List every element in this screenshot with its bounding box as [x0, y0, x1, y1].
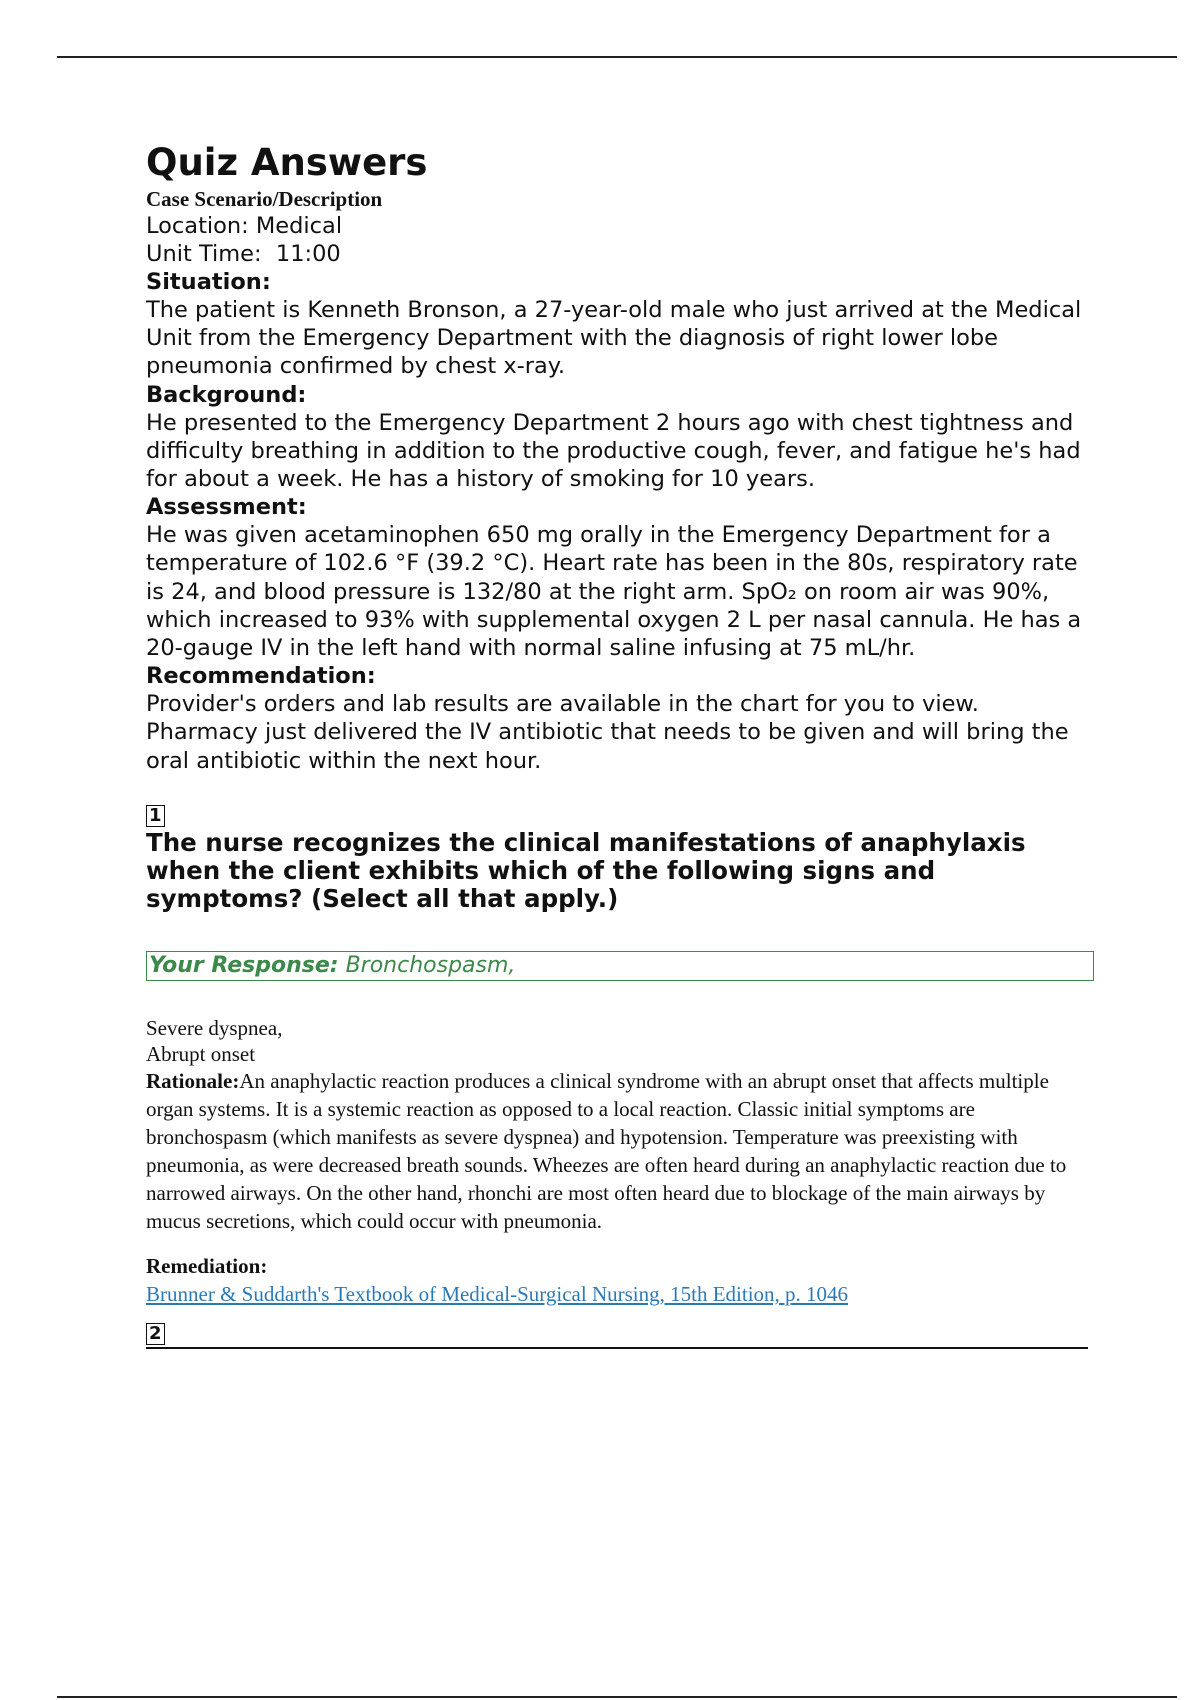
- top-page-rule: [57, 56, 1177, 58]
- page-title: Quiz Answers: [146, 141, 428, 184]
- question-2: [146, 1323, 1088, 1349]
- question-text: The nurse recognizes the clinical manifestations of anaphylaxis when the client exhibits which of the following signs and symptoms? (Select all that apply.): [146, 827, 1026, 913]
- answer-item: Severe dyspnea,: [146, 1015, 283, 1040]
- situation-text: The patient is Kenneth Bronson, a 27-year-old male who just arrived at the Medical Unit from the Emergency Department with the diagnosis of right lower lobe pneumonia confirmed by chest x-ray.: [146, 297, 1082, 380]
- rationale-paragraph: [146, 1067, 1086, 1235]
- situation-label: Situation:: [146, 269, 271, 295]
- answer-item: Abrupt onset: [146, 1041, 256, 1066]
- question-divider: [146, 1347, 1088, 1349]
- remediation-label: Remediation:: [146, 1253, 268, 1278]
- assessment-text: He was given acetaminophen 650 mg orally in the Emergency Department for a temperature of 102.6 °F (39.2 °C). Heart rate has been in the 80s, respiratory rate is 24, and blood pressure is 132/80 at the right arm. SpO₂ on room air was 90%, which increased to 93% with supplemental oxygen 2 L per nasal cannula. He has a 20-gauge IV in the left hand with normal saline infusing at 75 mL/hr.: [146, 522, 1082, 662]
- location-line: Location: Medical: [146, 213, 343, 239]
- rationale-text: An anaphylactic reaction produces a clinical syndrome with an abrupt onset that affects multiple organ systems. It is a systemic reaction as opposed to a local reaction. Classic initial symptoms are bronchospasm (which manifests as severe dyspnea) and hypotension. Temperature was preexisting with pneumonia, as were decreased breath sounds. Wheezes are often heard during an anaphylactic reaction due to narrowed airways. On the other hand, rhonchi are most often heard due to blockage of the main airways by mucus secretions, which could occur with pneumonia.: [146, 1068, 1067, 1233]
- assessment-label: Assessment:: [146, 494, 307, 521]
- bottom-page-rule: [57, 1696, 1177, 1698]
- background-text: He presented to the Emergency Department 2 hours ago with chest tightness and difficulty breathing in addition to the productive cough, fever, and fatigue he's had for about a week. He has a history of smoking for 10 years.: [146, 409, 1081, 493]
- background-label: Background:: [146, 381, 307, 408]
- your-response-box: [146, 951, 1094, 981]
- your-response-label: Your Response:: [149, 952, 339, 978]
- your-response-value: Bronchospasm,: [338, 952, 516, 978]
- rationale-label: Rationale:: [146, 1068, 240, 1093]
- recommendation-text: Provider's orders and lab results are available in the chart for you to view. Pharmacy just delivered the IV antibiotic that needs to be given and will bring the oral antibiotic within the next hour.: [146, 691, 1069, 774]
- quiz-document: [146, 140, 1096, 1349]
- remediation-reference-link[interactable]: Brunner & Suddarth's Textbook of Medical-Surgical Nursing, 15th Edition, p. 1046: [146, 1281, 849, 1306]
- question-number-badge: 1: [146, 805, 165, 827]
- answer-list: [146, 1015, 1096, 1067]
- unit-time-line: Unit Time: 11:00: [146, 241, 341, 267]
- question-number-badge: 2: [146, 1323, 165, 1345]
- recommendation-label: Recommendation:: [146, 663, 376, 690]
- question-1: [146, 775, 1096, 1309]
- case-scenario-heading: Case Scenario/Description: [146, 187, 383, 211]
